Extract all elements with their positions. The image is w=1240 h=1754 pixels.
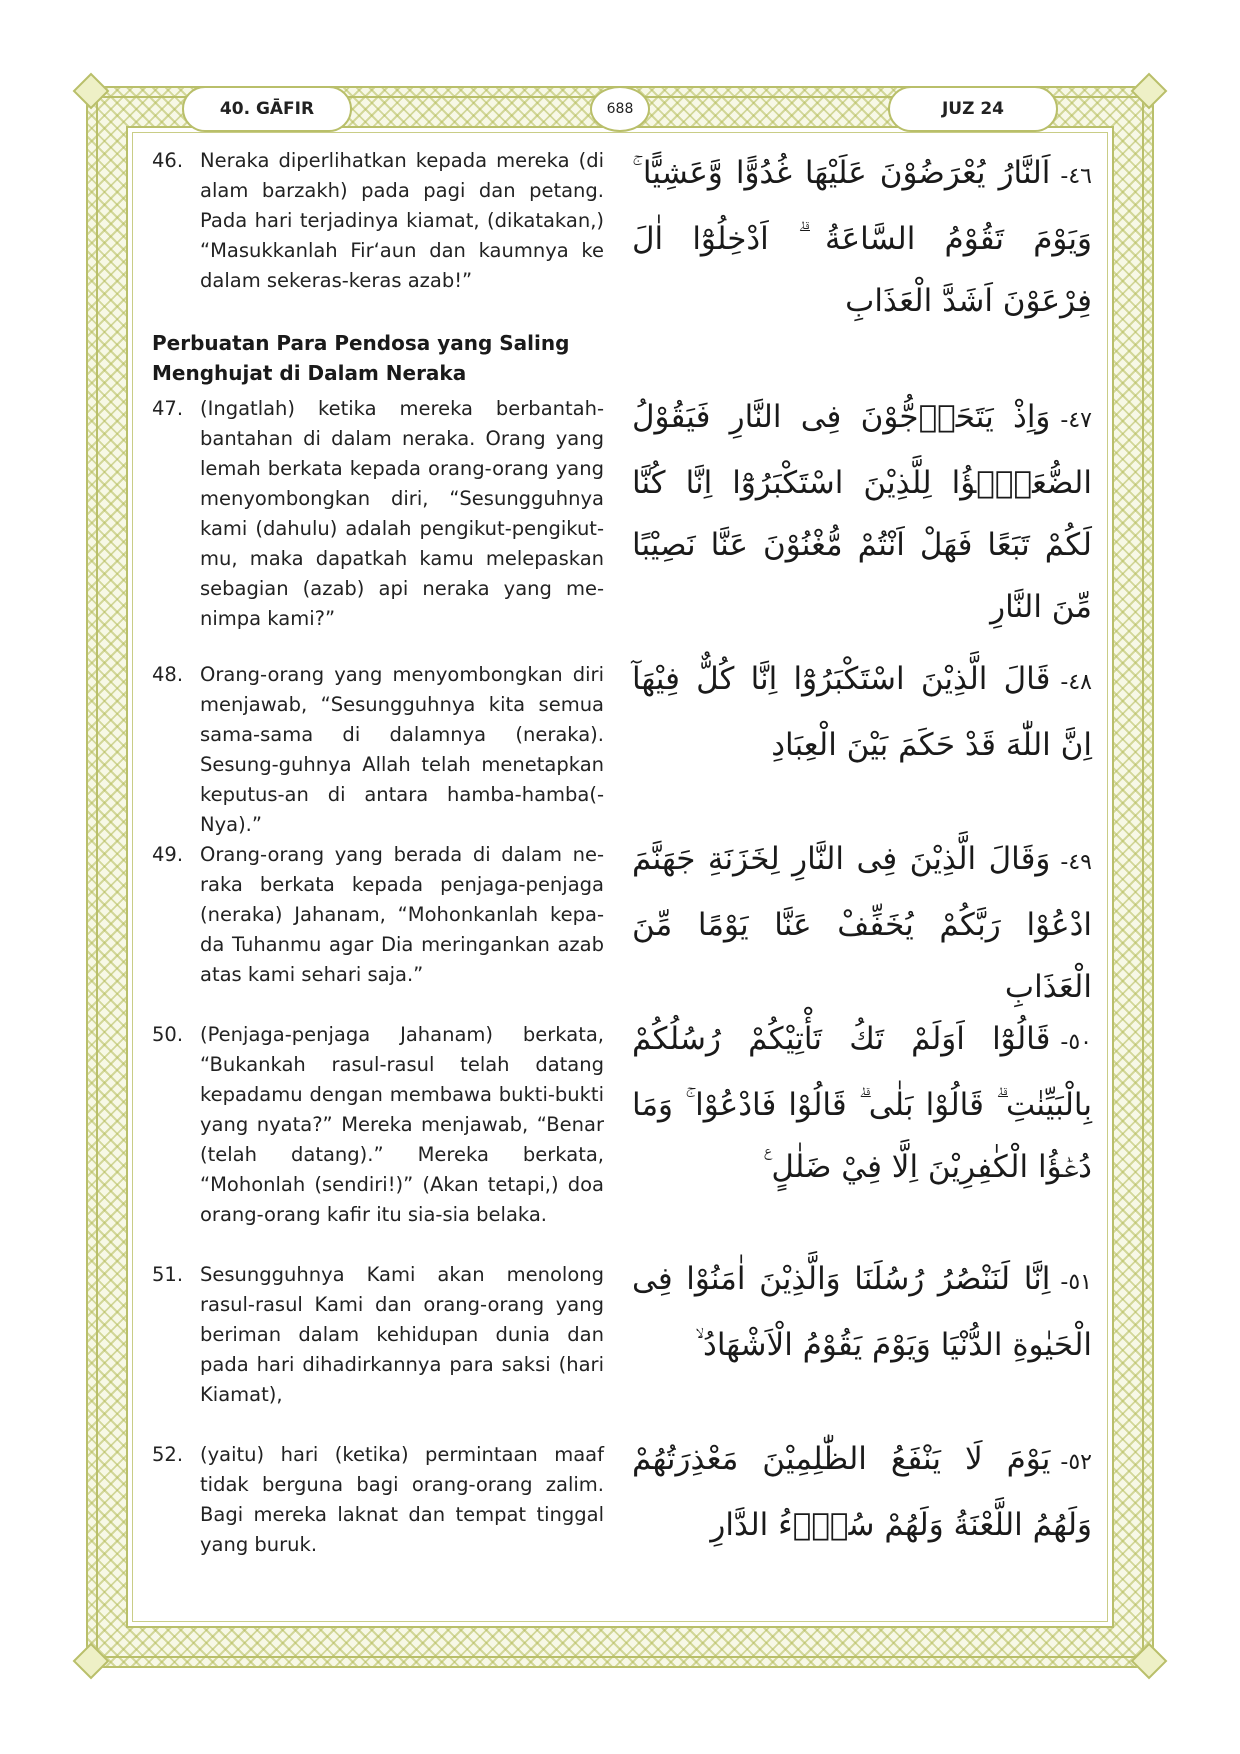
surah-label: 40. GĀFIR: [182, 86, 352, 132]
translation-text: Sesungguhnya Kami akan menolong rasul-rasul Kami dan orang-orang yang beriman dalam kehidupan dunia dan pada hari dihadirkannya para saksi (hari Kiamat),: [200, 1263, 604, 1406]
arabic-verse: وَقَالَ الَّذِيْنَ فِى النَّارِ لِخَزَنَةِ جَهَنَّمَ ادْعُوْا رَبَّكُمْ يُخَفِّفْ عَنَّا يَوْمًا مِّنَ الْعَذَابِ: [632, 841, 1092, 1005]
arabic-verse: وَاِذْ يَتَحَاۤجُّوْنَ فِى النَّارِ فَيَقُوْلُ الضُّعَفٰۤؤُا لِلَّذِيْنَ اسْتَكْبَرُوْٓا اِنَّا كُنَّا لَكُمْ تَبَعًا فَهَلْ اَنْتُمْ مُّغْنُوْنَ عَنَّا نَصِيْبًا مِّنَ النَّارِ: [632, 399, 1092, 625]
arabic-verse: اَلنَّارُ يُعْرَضُوْنَ عَلَيْهَا غُدُوًّا وَّعَشِيًّا ۚ وَيَوْمَ تَقُوْمُ السَّاعَةُ ۗ اَدْخِلُوْٓا اٰلَ فِرْعَوْنَ اَشَدَّ الْعَذَابِ: [632, 155, 1092, 319]
arabic-verse: اِنَّا لَنَنْصُرُ رُسُلَنَا وَالَّذِيْنَ اٰمَنُوْا فِى الْحَيٰوةِ الدُّنْيَا وَيَوْمَ يَقُوْمُ الْاَشْهَادُ ۙ: [632, 1261, 1092, 1363]
translation: [152, 394, 604, 634]
translation: [152, 660, 604, 840]
arabic-text: [632, 386, 1092, 638]
translation: [152, 1440, 604, 1560]
translation: [152, 1020, 604, 1230]
translation: [152, 840, 604, 990]
translation: [152, 1260, 604, 1410]
verse-number: 49.: [152, 843, 184, 866]
verse-number: 51.: [152, 1263, 184, 1286]
juz-label: JUZ 24: [888, 86, 1058, 132]
arabic-text: [632, 1428, 1092, 1556]
arabic-verse-number: ٥٠-: [1060, 1030, 1092, 1055]
arabic-text: [632, 648, 1092, 776]
translation-text: Orang-orang yang berada di dalam ne-raka berkata kepada penjaga-penjaga (neraka) Jahanam, “Mohonkanlah kepa-da Tuhanmu agar Dia meringankan azab atas kami sehari saja.”: [200, 843, 604, 986]
arabic-verse-number: ٥٢-: [1060, 1450, 1092, 1475]
verse-number: 47.: [152, 397, 184, 420]
arabic-text: [632, 142, 1092, 332]
translation-text: Orang-orang yang menyombongkan diri menjawab, “Sesungguhnya kita semua sama-sama di dalamnya (neraka). Sesung-guhnya Allah telah menetapkan keputus-an di antara hamba-hamba(-Nya).”: [200, 663, 604, 836]
section-heading: Perbuatan Para Pendosa yang Saling Menghujat di Dalam Neraka: [152, 331, 570, 385]
arabic-text: [632, 1248, 1092, 1376]
translation-text: (Penjaga-penjaga Jahanam) berkata, “Bukankah rasul-rasul telah datang kepadamu dengan membawa bukti-bukti yang nyata?” Mereka menjawab, “Benar (telah datang).” Mereka berkata, “Mohonlah (sendiri!)” (Akan tetapi,) doa orang-orang kafir itu sia-sia belaka.: [200, 1023, 604, 1226]
arabic-text: [632, 828, 1092, 1018]
verse-number: 52.: [152, 1443, 184, 1466]
arabic-verse-number: ٥١-: [1060, 1270, 1092, 1295]
arabic-verse: قَالُوْٓا اَوَلَمْ تَكُ تَأْتِيْكُمْ رُسُلُكُمْ بِالْبَيِّنٰتِ ۗ قَالُوْا بَلٰى ۗ قَالُوْا فَادْعُوْا ۚ وَمَا دُعٰۤؤُا الْكٰفِرِيْنَ اِلَّا فِيْ ضَلٰلٍ ࣖ: [632, 1021, 1092, 1185]
arabic-verse-number: ٤٨-: [1060, 670, 1092, 695]
translation: [152, 146, 604, 296]
verse-number: 46.: [152, 149, 184, 172]
arabic-text: [632, 1008, 1092, 1198]
arabic-verse-number: ٤٩-: [1060, 850, 1092, 875]
arabic-verse-number: ٤٧-: [1060, 408, 1092, 433]
page-number: 688: [590, 86, 650, 132]
verse-number: 50.: [152, 1023, 184, 1046]
arabic-verse: قَالَ الَّذِيْنَ اسْتَكْبَرُوْٓا اِنَّا كُلٌّ فِيْهَآ اِنَّ اللّٰهَ قَدْ حَكَمَ بَيْنَ الْعِبَادِ: [632, 661, 1092, 763]
arabic-verse-number: ٤٦-: [1060, 164, 1092, 189]
verse-number: 48.: [152, 663, 184, 686]
translation-text: (yaitu) hari (ketika) permintaan maaf tidak berguna bagi orang-orang zalim. Bagi mereka laknat dan tempat tinggal yang buruk.: [200, 1443, 604, 1556]
translation-text: (Ingatlah) ketika mereka berbantah-bantahan di dalam neraka. Orang yang lemah berkata kepada orang-orang yang menyombongkan diri, “Sesungguhnya kami (dahulu) adalah pengikut-pengikut-mu, maka dapatkah kamu melepaskan sebagian (azab) api neraka yang me-nimpa kami?”: [200, 397, 604, 630]
arabic-verse: يَوْمَ لَا يَنْفَعُ الظّٰلِمِيْنَ مَعْذِرَتُهُمْ وَلَهُمُ اللَّعْنَةُ وَلَهُمْ سُوْۤءُ الدَّارِ: [632, 1441, 1092, 1543]
translation-text: Neraka diperlihatkan kepada mereka (di alam barzakh) pada pagi dan petang. Pada hari terjadinya kiamat, (dikatakan,) “Masukkanlah Fir‘aun dan kaumnya ke dalam sekeras-keras azab!”: [200, 149, 604, 292]
